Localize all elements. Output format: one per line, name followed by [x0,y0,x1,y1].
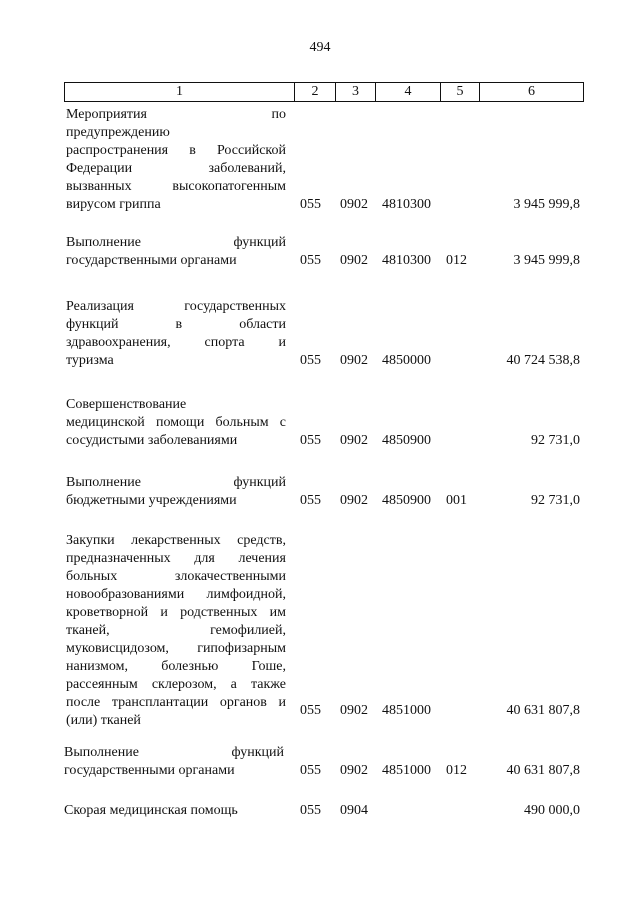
cell-col-6: 40 631 807,8 [506,763,580,778]
cell-col-5: 012 [446,253,467,268]
cell-col-2: 055 [300,803,321,818]
desc-line: Реализация государственных [66,299,286,314]
cell-col-6: 40 631 807,8 [506,703,580,718]
cell-col-6: 40 724 538,8 [506,353,580,368]
row-description [64,744,284,780]
cell-col-6: 92 731,0 [531,493,580,508]
cell-col-4: 4850900 [382,493,431,508]
cell-col-3: 0902 [340,253,368,268]
cell-col-3: 0902 [340,493,368,508]
desc-line: Скорая медицинская помощь [64,803,238,818]
cell-col-5: 001 [446,493,467,508]
cell-col-4: 4851000 [382,703,431,718]
cell-col-5: 012 [446,763,467,778]
desc-line: после трансплантации органов и [66,695,286,710]
header-col-1: 1 [65,83,295,101]
cell-col-2: 055 [300,493,321,508]
cell-col-4: 4810300 [382,197,431,212]
cell-col-6: 3 945 999,8 [513,197,580,212]
cell-col-2: 055 [300,433,321,448]
desc-line: государственными органами [64,763,235,778]
desc-line: Выполнение функций [66,475,286,490]
cell-col-4: 4810300 [382,253,431,268]
cell-col-3: 0902 [340,703,368,718]
desc-line: Выполнение функций [64,745,284,760]
desc-line: Закупки лекарственных средств, [66,533,286,548]
desc-line: больных злокачественными [66,569,286,584]
header-col-4: 4 [376,83,441,101]
row-description [66,532,286,730]
cell-col-6: 490 000,0 [524,803,580,818]
desc-line: туризма [66,353,114,368]
cell-col-4: 4851000 [382,763,431,778]
desc-line: рассеянным склерозом, а также [66,677,286,692]
header-col-6: 6 [528,84,535,99]
desc-line: распространения в Российской [66,143,286,158]
header-col-5: 5 [441,83,480,101]
desc-line: функций в области [66,317,286,332]
desc-line: Федерации заболеваний, [66,161,286,176]
header-col-3: 3 [336,83,376,101]
desc-line: государственными органами [66,253,237,268]
cell-col-3: 0902 [340,763,368,778]
desc-line: предупреждению [66,125,170,140]
cell-col-4: 4850000 [382,353,431,368]
cell-col-6: 92 731,0 [531,433,580,448]
desc-line: бюджетными учреждениями [66,493,237,508]
desc-line: предназначенных для лечения [66,551,286,566]
desc-line: Совершенствование [66,397,187,412]
row-description [66,474,286,510]
cell-col-2: 055 [300,253,321,268]
desc-line: Мероприятия по [66,107,286,122]
desc-line: вирусом гриппа [66,197,161,212]
cell-col-2: 055 [300,197,321,212]
row-description [66,106,286,214]
page-number: 494 [309,40,331,55]
cell-col-2: 055 [300,703,321,718]
desc-line: (или) тканей [66,713,141,728]
desc-line: муковисцидозом, гипофизарным [66,641,286,656]
desc-line: здравоохранения, спорта и [66,335,286,350]
desc-line: тканей, гемофилией, [66,623,286,638]
cell-col-3: 0904 [340,803,368,818]
row-description [66,234,286,270]
row-description [64,802,284,820]
desc-line: нанизмом, болезнью Гоше, [66,659,286,674]
cell-col-3: 0902 [340,433,368,448]
desc-line: Выполнение функций [66,235,286,250]
desc-line: сосудистыми заболеваниями [66,433,238,448]
row-description [66,396,286,450]
cell-col-6: 3 945 999,8 [513,253,580,268]
header-col-2: 2 [295,83,336,101]
cell-col-2: 055 [300,353,321,368]
desc-line: медицинской помощи больным с [66,415,286,430]
desc-line: новообразованиями лимфоидной, [66,587,286,602]
cell-col-2: 055 [300,763,321,778]
desc-line: кроветворной и родственных им [66,605,286,620]
row-description [66,298,286,370]
table-header [64,82,584,102]
desc-line: вызванных высокопатогенным [66,179,286,194]
cell-col-3: 0902 [340,197,368,212]
cell-col-3: 0902 [340,353,368,368]
cell-col-4: 4850900 [382,433,431,448]
